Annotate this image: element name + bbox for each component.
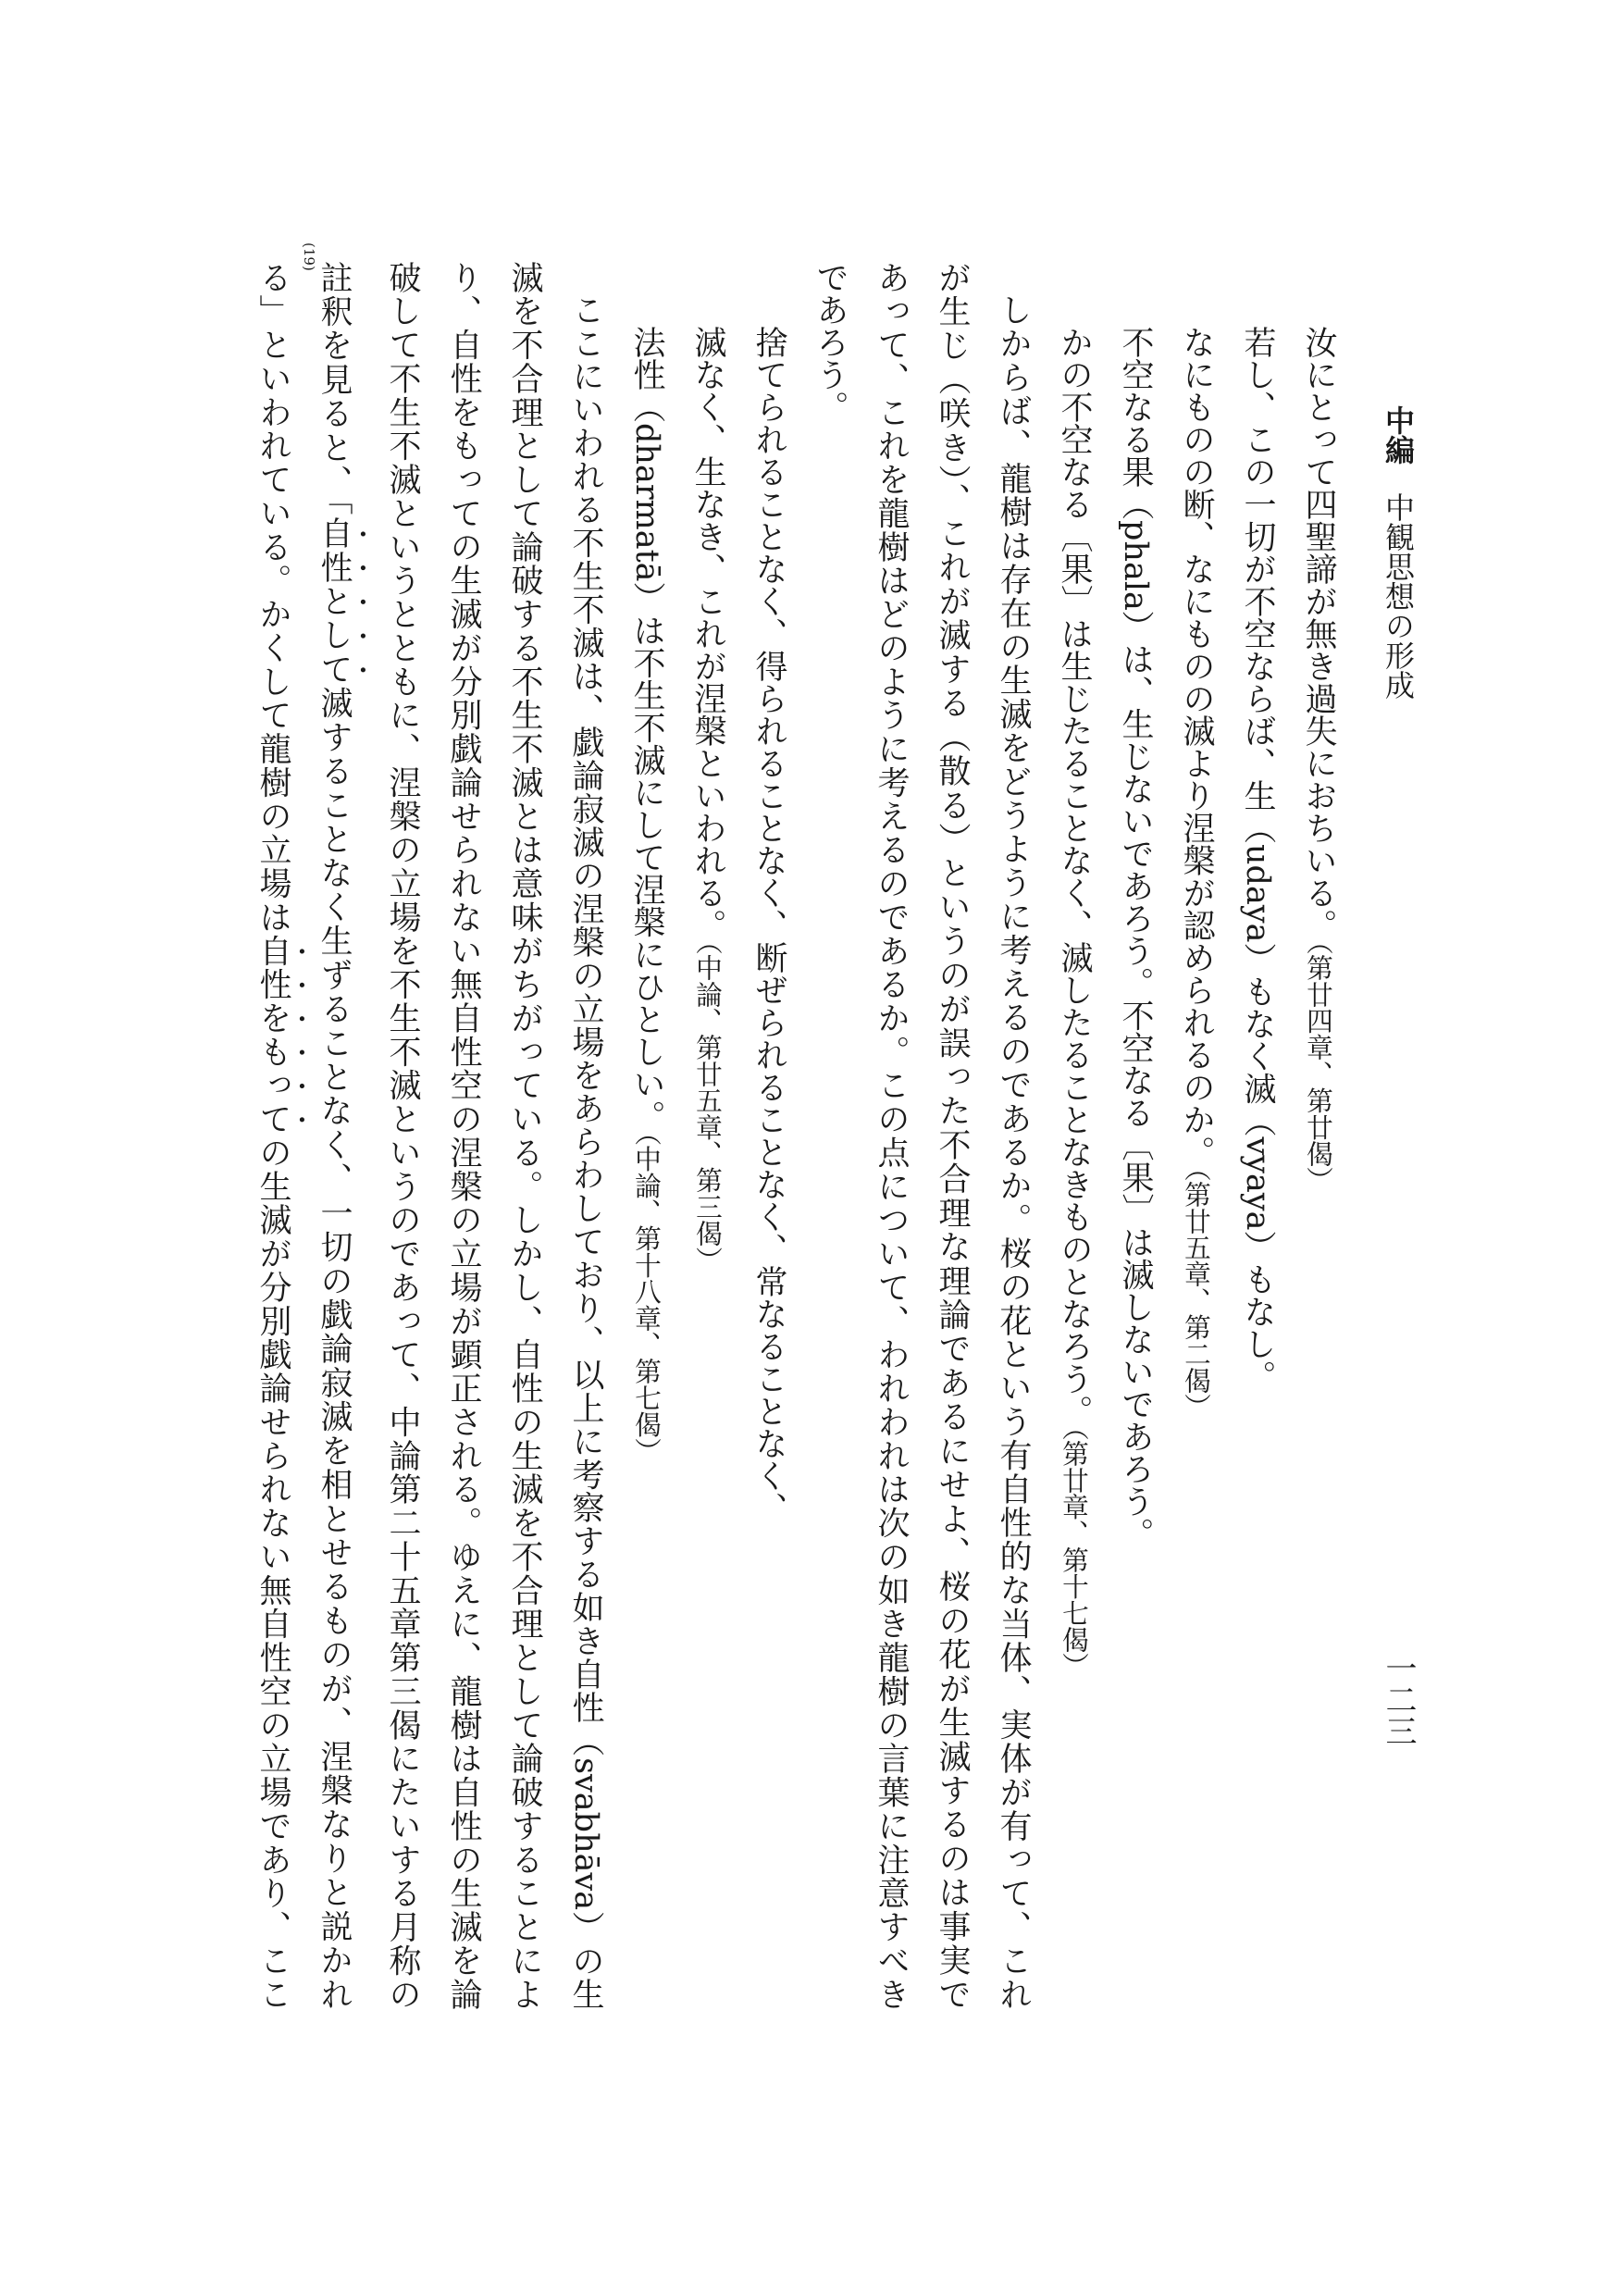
paragraph-text: 破して不生不滅というとともに、涅槃の立場を不生不滅というのであって、中論第二十五章第三偈にたいする月称の [384, 261, 421, 2010]
paragraph-line [250, 261, 311, 2010]
paragraph-line [555, 261, 616, 2010]
paragraph-text: の生滅が分別戯論せられない無自性空の立場であり、ここ [254, 1136, 291, 2011]
verse-citation: （中論、第廿五章、第三偈） [692, 941, 724, 1273]
emphasized-text: 自性をもって [254, 934, 291, 1136]
paragraph-text: ここにいわれる不生不滅は、戯論寂滅の涅槃の立場をあらわしており、以上に考察する如き自性（svabhāva）の生 [567, 293, 604, 2010]
verse-line [1288, 261, 1349, 2010]
verse-text: 法性（dharmatā）は不生不滅にして涅槃にひとしい。 [628, 326, 665, 1133]
paragraph-text: しからば、龍樹は存在の生滅をどうように考えるのであるか。桜の花という有自性的な当体、実体が有って、これ [995, 293, 1032, 2011]
paragraph-line [372, 261, 433, 2010]
verse-text: 捨てられることなく、得られることなく、断ぜられることなく、常なることなく、 [750, 326, 787, 1524]
verse-line [738, 261, 799, 2010]
verse-text: 若し、この一切が不空ならば、生（udaya）もなく滅（vyaya）もなし。 [1239, 326, 1276, 1393]
paragraph-text: が生じ（咲き）、これが滅する（散る）というのが誤った不合理な理論であるにせよ、桜の花が生滅するのは事実で [934, 261, 971, 2011]
paragraph-line [922, 261, 983, 2010]
verse-citation: （第廿章、第十七偈） [1059, 1427, 1090, 1680]
verse-text: なにものの断、なにものの滅より涅槃が認められるのか。 [1178, 326, 1215, 1168]
verse-line [1166, 261, 1227, 2010]
paragraph-text: る」といわれている。かくして龍樹の立場は [254, 261, 291, 935]
verse-line [677, 261, 738, 2010]
verse-text: 滅なく、生なき、これが涅槃といわれる。 [689, 326, 726, 941]
verse-text: かの不空なる〔果〕は生じたることなく、滅したることなきものとなろう。 [1056, 326, 1093, 1427]
emphasized-text: 自性として [316, 516, 353, 687]
verse-citation: （第廿四章、第廿偈） [1303, 941, 1334, 1194]
paragraph-line [799, 261, 861, 2010]
paragraph-text: 滅を不合理として論破する不生不滅とは意味がちがっている。しかし、自性の生滅を不合理として論破することによ [506, 261, 543, 2011]
verse-line [616, 261, 677, 2010]
verse-line [1105, 261, 1166, 2010]
verse-citation: （第廿五章、第二偈） [1181, 1168, 1212, 1421]
verse-text: 汝にとって四聖諦が無き過失におちいる。 [1300, 326, 1337, 941]
verse-line [1044, 261, 1105, 2010]
page-body [250, 261, 1349, 2010]
verse-line [1227, 261, 1288, 2010]
paragraph-line [433, 261, 494, 2010]
paragraph-text: 註釈を見ると、「 [316, 261, 353, 517]
running-head-title: 中観思想の形成 [1381, 492, 1416, 700]
page-number: 一二三 [1380, 1652, 1417, 1746]
running-head-section: 中編 [1381, 405, 1416, 465]
paragraph-text: り、自性をもっての生滅が分別戯論せられない無自性空の涅槃の立場が顕正される。ゆえに、龍樹は自性の生滅を論 [445, 261, 482, 2011]
paragraph-text: あって、これを龍樹はどのように考えるのであるか。この点について、われわれは次の如き龍樹の言葉に注意すべき [873, 261, 910, 2011]
paragraph-line [494, 261, 555, 2010]
footnote-marker: (19) [301, 242, 317, 271]
paragraph-line [983, 261, 1044, 2010]
paragraph-line [311, 261, 372, 2010]
paragraph-text: であろう。 [812, 261, 849, 423]
paragraph-line [861, 261, 922, 2010]
paragraph-text: 滅することなく生ずることなく、一切の戯論寂滅を相とせるものが、涅槃なりと説かれ [316, 686, 353, 2011]
verse-text: 不空なる果（phala）は、生じないであろう。不空なる〔果〕は滅しないであろう。 [1117, 326, 1154, 1550]
verse-citation: （中論、第十八章、第七偈） [631, 1132, 663, 1465]
